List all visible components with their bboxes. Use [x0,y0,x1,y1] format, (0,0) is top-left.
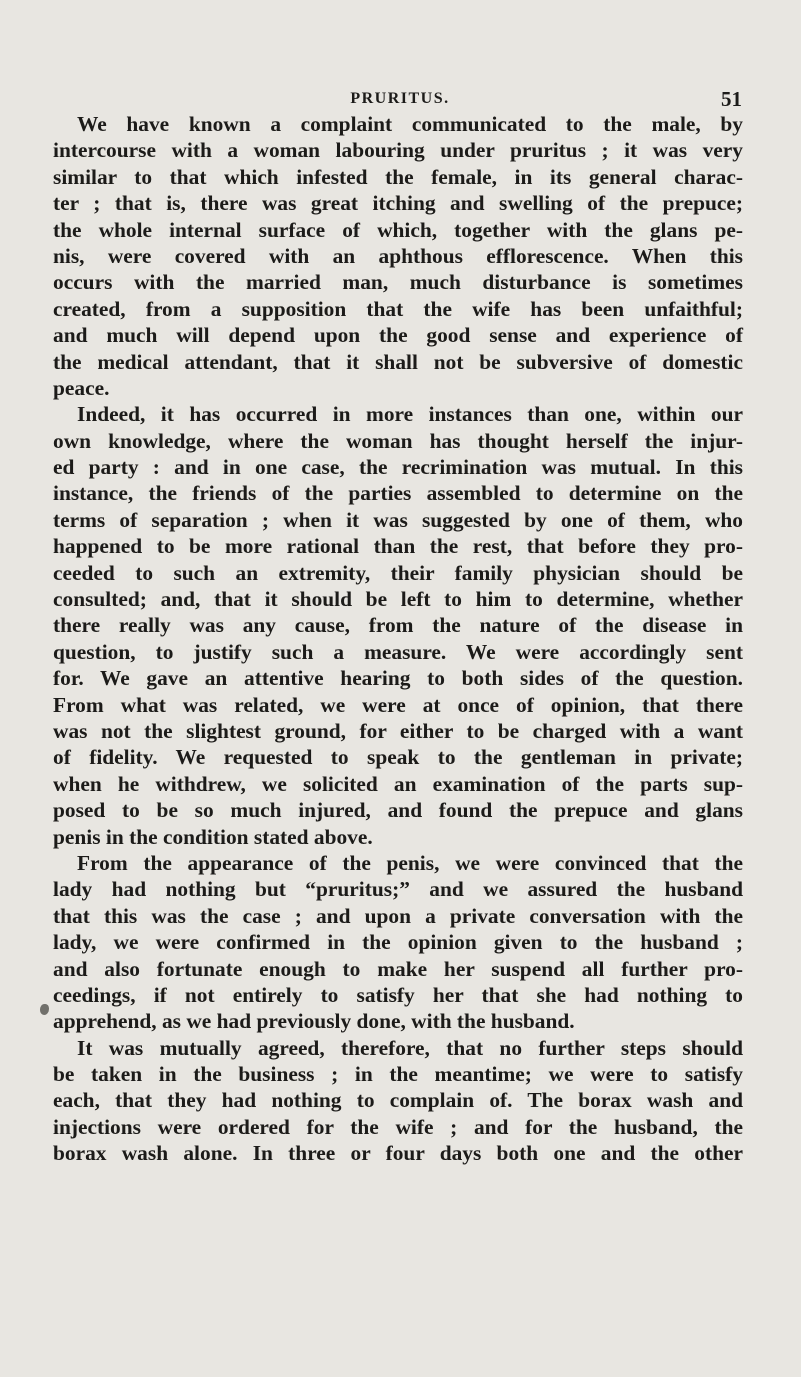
text-line: similar to that which infested the female, in its general charac- [53,164,743,189]
text-line: instance, the friends of the parties assembled to determine on the [53,481,743,506]
text-line: From what was related, we were at once of opinion, that there [53,692,743,717]
text-line: apprehend, as we had previously done, with the husband. [53,1009,575,1034]
text-line: terms of separation ; when it was suggested by one of them, who [53,507,743,532]
text-line: ceedings, if not entirely to satisfy her that she had nothing to [53,982,743,1007]
text-line: lady, we were confirmed in the opinion given to the husband ; [53,930,743,955]
text-line: question, to justify such a measure. We were accordingly sent [53,639,743,664]
text-line: was not the slightest ground, for either to be charged with a want [53,718,743,743]
text-line: the medical attendant, that it shall not be subversive of domestic [53,349,743,374]
running-head: PRURITUS. [350,90,450,107]
page-header [60,88,740,112]
text-line: the whole internal surface of which, together with the glans pe- [53,217,743,242]
text-line: Indeed, it has occurred in more instances than one, within our [77,402,743,427]
text-line: From the appearance of the penis, we were convinced that the [77,850,743,875]
page-number: 51 [721,87,742,111]
text-line: nis, were covered with an aphthous efflorescence. When this [53,243,743,268]
text-line: peace. [53,375,110,400]
text-line: penis in the condition stated above. [53,824,373,849]
text-line: We have known a complaint communicated to the male, by [77,112,743,136]
text-line: intercourse with a woman labouring under pruritus ; it was very [53,138,743,163]
text-line: ed party : and in one case, the recrimination was mutual. In this [53,455,743,480]
text-line: and also fortunate enough to make her suspend all further pro- [53,956,743,981]
text-line: of fidelity. We requested to speak to the gentleman in private; [53,745,743,770]
text-line: created, from a supposition that the wife has been unfaithful; [53,296,743,321]
text-line: occurs with the married man, much disturbance is sometimes [53,270,743,295]
text-line: injections were ordered for the wife ; and for the husband, the [53,1114,743,1139]
text-line: consulted; and, that it should be left to him to determine, whether [53,587,743,612]
text-line: borax wash alone. In three or four days both one and the other [53,1141,743,1166]
text-line: own knowledge, where the woman has thought herself the injur- [53,428,743,453]
text-line: each, that they had nothing to complain of. The borax wash and [53,1088,743,1113]
text-line: happened to be more rational than the rest, that before they pro- [53,534,743,559]
ink-blot [40,1004,49,1015]
text-line: posed to be so much injured, and found the prepuce and glans [53,798,743,823]
text-line: be taken in the business ; in the meantime; we were to satisfy [53,1062,743,1087]
body-text [53,111,743,1167]
text-line: ter ; that is, there was great itching and swelling of the prepuce; [53,191,743,216]
text-line: and much will depend upon the good sense and experience of [53,323,743,348]
text-line: It was mutually agreed, therefore, that no further steps should [77,1035,743,1060]
text-line: that this was the case ; and upon a private conversation with the [53,903,743,928]
text-line: there really was any cause, from the nature of the disease in [53,613,743,638]
text-line: for. We gave an attentive hearing to both sides of the question. [53,666,743,691]
text-line: when he withdrew, we solicited an examination of the parts sup- [53,771,743,796]
text-line: ceeded to such an extremity, their family physician should be [53,560,743,585]
text-line: lady had nothing but “pruritus;” and we assured the husband [53,877,743,902]
